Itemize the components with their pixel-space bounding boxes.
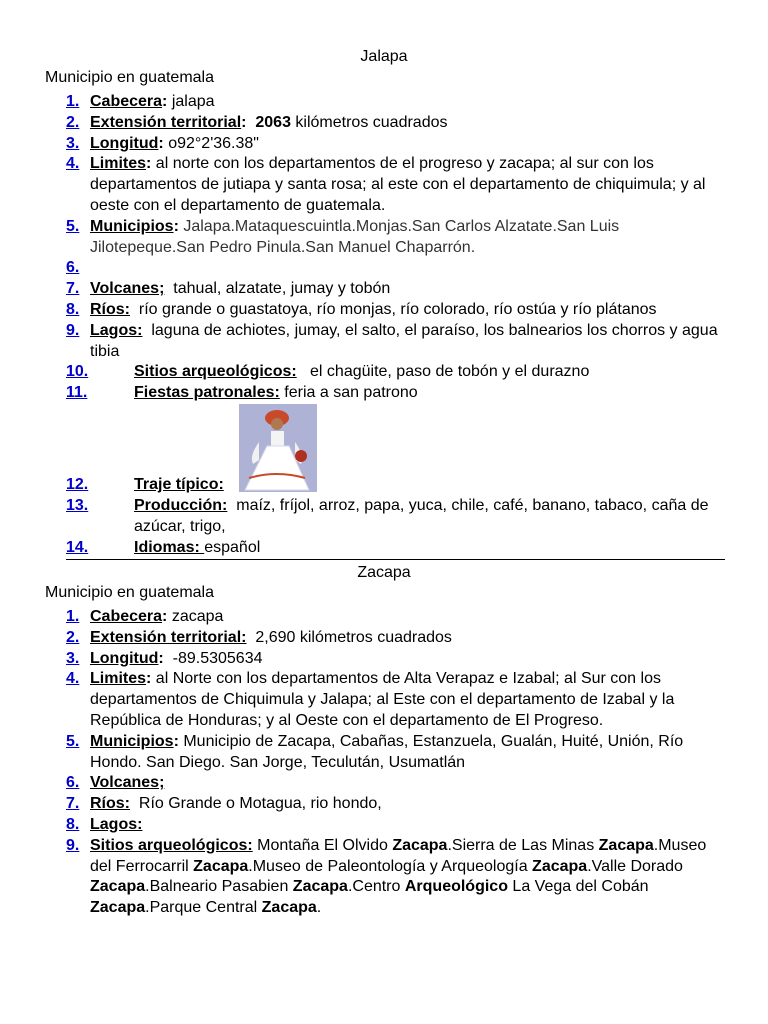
traje-tipico-image — [239, 404, 317, 492]
bold-segment: Zacapa — [532, 857, 588, 875]
item-value: -89.5305634 — [163, 649, 263, 667]
costume-figure-icon — [239, 404, 317, 492]
bold-segment: Zacapa — [193, 857, 249, 875]
text-segment: La Vega del Cobán — [507, 878, 649, 896]
item-label: Cabecera — [90, 608, 163, 625]
item-value: maíz, fríjol, arroz, papa, yuca, chile, café, banano, tabaco, caña de azúcar, trigo, — [134, 496, 713, 535]
list-item — [66, 732, 728, 774]
item-label: Limites — [90, 155, 147, 173]
list-item — [66, 669, 728, 731]
item-label: Longitud — [90, 134, 159, 152]
list-item — [66, 794, 728, 815]
item-separator: : — [146, 155, 152, 173]
item-separator: : — [146, 670, 152, 688]
text-segment: Montaña El Olvido — [252, 836, 393, 854]
list-item — [66, 649, 728, 670]
item-value: Jalapa.Mataquescuintla.Monjas.San Carlos Alzatate.San Luis Jilotepeque.San Pedro Pinula.San Manuel Chaparrón. — [90, 217, 620, 256]
item-separator: : — [173, 217, 179, 235]
bold-segment: Zacapa — [90, 878, 146, 896]
list-item — [66, 773, 728, 794]
item-number-link[interactable]: 13. — [66, 496, 89, 514]
zacapa-list — [66, 607, 728, 919]
item-separator: : — [158, 134, 164, 152]
item-value: al Norte con los departamentos de Alta Verapaz e Izabal; al Sur con los departamentos de Chiquimula y Jalapa; al Este con el departamento de Izabal y la República de Honduras; y al Oeste con el departamento de El Progreso. — [90, 670, 675, 729]
item-number-link[interactable]: 9. — [66, 836, 80, 854]
item-label: Lagos: — [90, 815, 143, 833]
text-segment: .Valle Dorado — [587, 857, 683, 875]
item-separator: : — [241, 113, 247, 131]
zacapa-title: Zacapa — [357, 564, 411, 581]
item-value: Municipio de Zacapa, Cabañas, Estanzuela, Gualán, Huité, Unión, Río Hondo. San Diego. San Jorge, Teculután, Usumatlán — [90, 732, 684, 771]
item-value: feria a san patrono — [279, 384, 418, 402]
list-item — [66, 113, 728, 134]
item-label: Idiomas: — [134, 538, 205, 556]
list-item — [66, 300, 728, 321]
item-number-link[interactable]: 3. — [66, 134, 80, 152]
item-number-link[interactable]: 7. — [66, 795, 80, 813]
item-label: Municipios — [90, 217, 174, 235]
text-segment: .Parque Central — [145, 899, 262, 917]
item-label: Extensión territorial: — [90, 628, 247, 646]
item-label: Volcanes; — [90, 280, 165, 298]
item-value: 2,690 kilómetros cuadrados — [246, 628, 452, 646]
item-value: español — [204, 538, 261, 556]
list-item — [66, 404, 728, 496]
jalapa-title: Jalapa — [360, 48, 408, 65]
item-label: Volcanes; — [90, 774, 165, 792]
item-label: Cabecera — [90, 93, 163, 110]
item-number-link[interactable]: 8. — [66, 815, 80, 833]
item-separator: : — [162, 608, 168, 625]
list-item — [66, 321, 728, 363]
item-number-link[interactable]: 1. — [66, 608, 80, 625]
item-number-link[interactable]: 8. — [66, 300, 80, 318]
list-item — [66, 134, 728, 155]
item-number-link[interactable]: 4. — [66, 155, 80, 173]
list-item — [66, 383, 728, 404]
list-item — [66, 538, 728, 559]
list-item — [66, 607, 728, 628]
jalapa-list — [66, 92, 728, 558]
bold-segment: Arqueológico — [404, 878, 508, 896]
bold-segment: Zacapa — [598, 836, 654, 854]
item-value: Río Grande o Motagua, rio hondo, — [130, 795, 382, 813]
list-item — [66, 628, 728, 649]
list-item — [66, 258, 728, 279]
item-label: Ríos: — [90, 795, 130, 813]
list-item — [66, 836, 728, 919]
item-label: Sitios arqueológicos: — [90, 836, 253, 854]
item-number-link[interactable]: 14. — [66, 538, 89, 556]
item-number-link[interactable]: 11. — [66, 384, 88, 402]
item-number-link[interactable]: 1. — [66, 93, 80, 110]
item-number-link[interactable]: 5. — [66, 217, 80, 235]
item-label: Ríos: — [90, 300, 130, 318]
text-segment: .Sierra de Las Minas — [447, 836, 599, 854]
item-separator: : — [173, 732, 179, 750]
bold-segment: Zacapa — [90, 899, 146, 917]
list-item — [66, 279, 728, 300]
item-value: al norte con los departamentos de el progreso y zacapa; al sur con los departamentos de jutiapa y santa rosa; al este con el departamento de chiquimula; y al oeste con el departamento de guatemala. — [90, 155, 706, 214]
item-separator: : — [158, 649, 164, 667]
bold-segment: Zacapa — [292, 878, 348, 896]
item-bold-value: 2063 — [246, 113, 291, 131]
item-label: Municipios — [90, 732, 174, 750]
item-value: laguna de achiotes, jumay, el salto, el paraíso, los balnearios los chorros y agua tibia — [90, 321, 723, 360]
item-number-link[interactable]: 12. — [66, 475, 89, 493]
text-segment: .Balneario Pasabien — [145, 878, 293, 896]
item-value: kilómetros cuadrados — [290, 113, 448, 131]
item-number-link[interactable]: 6. — [66, 259, 80, 277]
item-label: Producción: — [134, 496, 228, 514]
item-value: río grande o guastatoya, río monjas, río colorado, río ostúa y río plátanos — [130, 300, 657, 318]
section-divider — [66, 559, 725, 560]
item-label: Limites — [90, 670, 147, 688]
text-segment: . — [316, 899, 322, 917]
item-number-link[interactable]: 2. — [66, 628, 80, 646]
item-label: Sitios arqueológicos: — [134, 363, 297, 381]
item-label: Fiestas patronales: — [134, 384, 280, 402]
text-segment: .Museo de Paleontología y Arqueología — [248, 857, 533, 875]
zacapa-subtitle: Municipio en guatemala — [45, 584, 214, 601]
list-item — [66, 496, 728, 538]
item-number-link[interactable]: 6. — [66, 774, 80, 792]
list-item — [66, 154, 728, 216]
bold-segment: Zacapa — [261, 899, 317, 917]
list-item — [66, 92, 728, 113]
item-value: tahual, alzatate, jumay y tobón — [164, 280, 391, 298]
list-item — [66, 815, 728, 836]
jalapa-subtitle: Municipio en guatemala — [45, 69, 214, 86]
text-segment: .Centro — [347, 878, 405, 896]
item-number-link[interactable]: 3. — [66, 649, 80, 667]
item-value: jalapa — [167, 93, 215, 110]
item-separator: : — [162, 93, 168, 110]
item-label: Longitud — [90, 649, 159, 667]
item-number-link[interactable]: 9. — [66, 321, 80, 339]
item-label: Extensión territorial — [90, 113, 242, 131]
item-number-link[interactable]: 7. — [66, 280, 80, 298]
list-item — [66, 217, 728, 259]
item-number-link[interactable]: 2. — [66, 113, 80, 131]
item-value: o92°2'36.38" — [163, 134, 259, 152]
item-number-link[interactable]: 10. — [66, 363, 89, 381]
item-value: zacapa — [167, 608, 224, 625]
item-label: Lagos: — [90, 321, 143, 339]
item-number-link[interactable]: 5. — [66, 732, 80, 750]
item-label: Traje típico: — [134, 475, 224, 493]
text-segment: .Museo del Ferrocarril — [90, 836, 707, 875]
bold-segment: Zacapa — [392, 836, 448, 854]
item-value: el chagüite, paso de tobón y el durazno — [296, 363, 590, 381]
item-number-link[interactable]: 4. — [66, 670, 80, 688]
list-item — [66, 362, 728, 383]
